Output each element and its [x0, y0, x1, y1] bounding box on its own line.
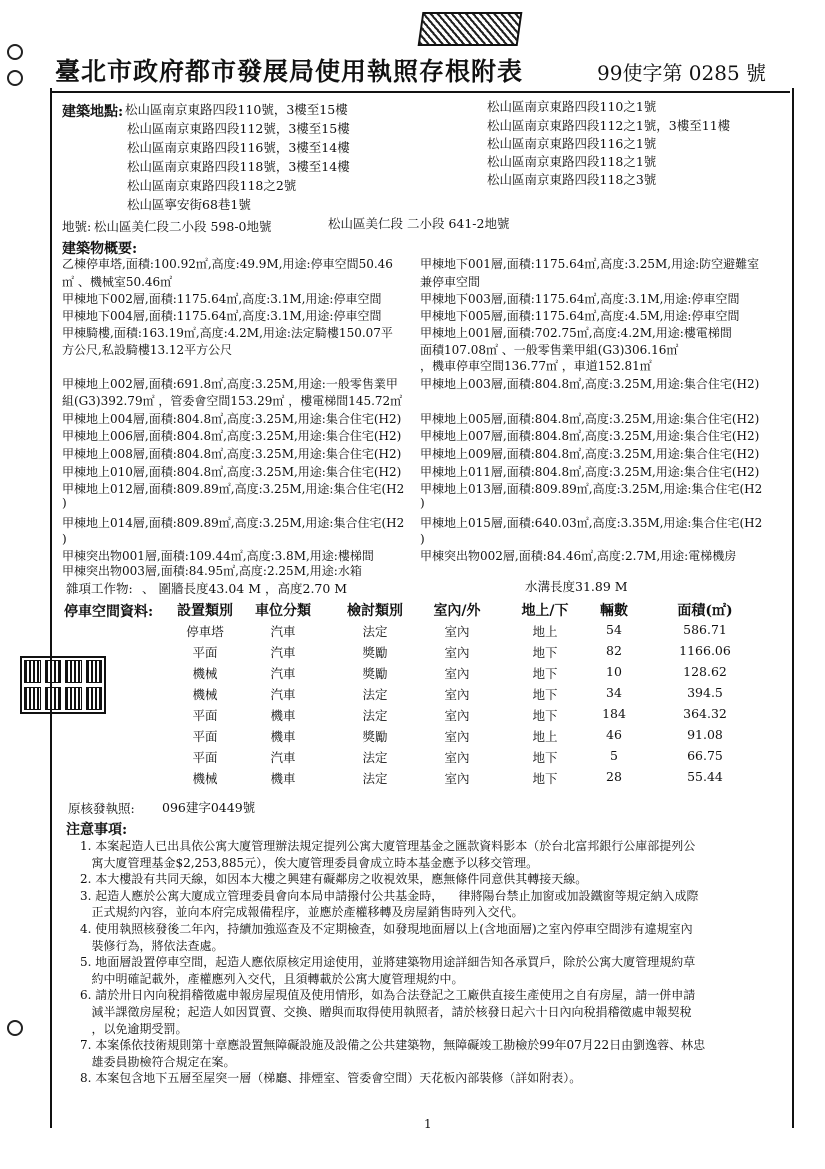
parking-cell: 10: [606, 664, 622, 679]
parking-cell: 法定: [362, 771, 388, 786]
seal-stamp: [20, 656, 106, 714]
overview-line-left: 甲棟地下004層,面積:1175.64㎡,高度:3.1M,用途:停車空間: [62, 309, 382, 323]
parking-cell: 汽車: [270, 645, 296, 660]
parking-cell: 汽車: [270, 750, 296, 765]
parking-cell: 法定: [362, 750, 388, 765]
parking-cell: 室內: [444, 708, 470, 723]
stamp-mark: [418, 12, 523, 46]
parking-cell: 室內: [444, 771, 470, 786]
parking-cell: 汽車: [270, 666, 296, 681]
address-line: 松山區南京東路四段110之1號: [487, 99, 657, 114]
overview-line-right: 甲棟地上011層,面積:804.8㎡,高度:3.25M,用途:集合住宅(H2): [420, 465, 760, 479]
note-line: 1. 本案起造人已出具依公寓大廈管理辦法規定提列公寓大廈管理基金之匯款資料影本（於台北富邦銀行公庫部提列公: [80, 839, 696, 853]
overview-line-left: 甲棟騎樓,面積:163.19㎡,高度:4.2M,用途:法定騎樓150.07平: [62, 326, 393, 340]
overview-label: 建築物概要:: [62, 241, 138, 257]
parking-cell: 平面: [192, 750, 218, 765]
parking-cell: 法定: [362, 624, 388, 639]
address-line: 松山區寧安街68巷1號: [127, 197, 251, 212]
parking-cell: 91.08: [687, 727, 723, 742]
overview-line-left: 甲棟地上010層,面積:804.8㎡,高度:3.25M,用途:集合住宅(H2): [62, 465, 402, 479]
parking-cell: 55.44: [687, 769, 723, 784]
notes-label: 注意事項:: [66, 822, 128, 838]
parking-cell: 室內: [444, 624, 470, 639]
overview-line-right: 甲棟地上005層,面積:804.8㎡,高度:3.25M,用途:集合住宅(H2): [420, 412, 760, 426]
punch-hole: [7, 1020, 23, 1036]
parking-cell: 地下: [532, 645, 558, 660]
parking-cell: 地下: [532, 666, 558, 681]
overview-line-right: 甲棟突出物002層,面積:84.46㎡,高度:2.7M,用途:電梯機房: [420, 549, 737, 563]
punch-hole: [7, 70, 23, 86]
parking-cell: 54: [606, 622, 622, 637]
overview-line-left: 甲棟地上002層,面積:691.8㎡,高度:3.25M,用途:一般零售業甲: [62, 377, 398, 391]
overview-line-left: ): [62, 532, 67, 546]
parking-header-cell: 面積(㎡): [677, 603, 733, 619]
overview-line-right: 甲棟地上007層,面積:804.8㎡,高度:3.25M,用途:集合住宅(H2): [420, 429, 760, 443]
note-line: 約中明確記載外，產權應列入交代，且須轉載於公寓大廈管理規約中。: [80, 971, 464, 986]
overview-line-right: 甲棟地上001層,面積:702.75㎡,高度:4.2M,用途:樓電梯間: [420, 326, 732, 340]
overview-line-right: 甲棟地下005層,面積:1175.64㎡,高度:4.5M,用途:停車空間: [420, 309, 740, 323]
parking-cell: 獎勵: [362, 729, 388, 744]
lot-number-left: 松山區美仁段二小段 598-0地號: [94, 219, 272, 234]
parking-header-cell: 車位分類: [255, 603, 311, 619]
parking-cell: 地上: [532, 624, 558, 639]
document-number: 99使字第 0285 號: [597, 61, 767, 85]
parking-cell: 394.5: [687, 685, 723, 700]
overview-line-left: ㎡ 、機械室50.46㎡: [62, 275, 173, 289]
parking-cell: 184: [602, 706, 626, 721]
address-line: 松山區南京東路四段118之1號: [487, 154, 657, 169]
parking-cell: 28: [606, 769, 622, 784]
ditch-spec: 水溝長度31.89 M: [525, 579, 628, 594]
parking-cell: 1166.06: [679, 643, 731, 658]
address-line: 松山區南京東路四段118號，3樓至14樓: [127, 159, 350, 174]
parking-cell: 平面: [192, 708, 218, 723]
note-line: ，以免逾期受罰。: [80, 1021, 188, 1036]
note-line: 5. 地面層設置停車空間，起造人應依原核定用途使用，並將建築物用途詳細告知各承買戶，除於公寓大廈管理規約草: [80, 955, 696, 970]
parking-cell: 機械: [192, 666, 218, 681]
parking-cell: 128.62: [683, 664, 727, 679]
overview-line-right: 甲棟地下003層,面積:1175.64㎡,高度:3.1M,用途:停車空間: [420, 292, 740, 306]
misc-works-label: 雜項工作物:: [66, 581, 133, 596]
parking-cell: 平面: [192, 645, 218, 660]
address-line: 松山區南京東路四段110號，3樓至15樓: [125, 102, 348, 117]
overview-line-left: 甲棟地上008層,面積:804.8㎡,高度:3.25M,用途:集合住宅(H2): [62, 447, 402, 461]
parking-cell: 室內: [444, 687, 470, 702]
parking-header-cell: 地上/下: [521, 603, 569, 619]
parking-cell: 5: [610, 748, 618, 763]
note-line: 8. 本案包含地下五層至屋突一層（梯廳、排煙室、管委會空間）天花板內部裝修（詳如附表）。: [80, 1071, 582, 1086]
overview-line-left: 甲棟突出物001層,面積:109.44㎡,高度:3.8M,用途:樓梯間: [62, 549, 374, 563]
parking-header-cell: 設置類別: [177, 603, 233, 619]
parking-header-cell: 檢討類別: [347, 603, 403, 619]
parking-cell: 機車: [270, 708, 296, 723]
overview-line-right: 甲棟地上009層,面積:804.8㎡,高度:3.25M,用途:集合住宅(H2): [420, 447, 760, 461]
parking-cell: 46: [606, 727, 622, 742]
lot-number-right: 松山區美仁段 二小段 641-2地號: [328, 216, 510, 231]
address-label: 建築地點:: [62, 104, 124, 120]
parking-cell: 停車塔: [186, 624, 224, 639]
note-line: 寓大廈管理基金$2,253,885元），俟大廈管理委員會成立時本基金應予以移交管理。: [80, 855, 539, 870]
overview-line-right: 甲棟地下001層,面積:1175.64㎡,高度:3.25M,用途:防空避難室: [420, 257, 760, 271]
note-line: 雄委員勘檢符合規定在案。: [80, 1054, 236, 1069]
address-line: 松山區南京東路四段118之2號: [127, 178, 297, 193]
address-line: 松山區南京東路四段112號，3樓至15樓: [127, 121, 350, 136]
wall-spec: 、 圍牆長度43.04 M ，高度2.70 M: [142, 581, 348, 596]
overview-line-left: 甲棟地上004層,面積:804.8㎡,高度:3.25M,用途:集合住宅(H2): [62, 412, 402, 426]
note-line: 7. 本案係依技術規則第十章應設置無障礙設施及設備之公共建築物，無障礙竣工勘檢於99年07月22日由劉逸蓉、林忠: [80, 1038, 706, 1053]
parking-cell: 機械: [192, 687, 218, 702]
original-license-value: 096建字0449號: [162, 800, 256, 815]
overview-line-left: 甲棟地下002層,面積:1175.64㎡,高度:3.1M,用途:停車空間: [62, 292, 382, 306]
overview-line-right: ): [420, 532, 425, 546]
parking-label: 停車空間資料:: [64, 604, 154, 620]
parking-cell: 地下: [532, 771, 558, 786]
note-line: 6. 請於卅日內向稅捐稽徵處申報房屋現值及使用情形，如為合法登記之工廠供直接生產使用之自有房屋，請一併申請: [80, 988, 696, 1003]
overview-line-right: ，機車停車空間136.77㎡ ，車道152.81㎡: [420, 359, 652, 373]
parking-cell: 364.32: [683, 706, 727, 721]
parking-cell: 室內: [444, 666, 470, 681]
overview-line-right: 兼停車空間: [420, 275, 481, 289]
parking-cell: 室內: [444, 729, 470, 744]
parking-cell: 室內: [444, 645, 470, 660]
parking-cell: 法定: [362, 687, 388, 702]
parking-cell: 機車: [270, 771, 296, 786]
parking-cell: 獎勵: [362, 666, 388, 681]
punch-hole: [7, 44, 23, 60]
note-line: 2. 本大樓設有共同天線，如因本大樓之興建有礙鄰房之收視效果，應無條件同意供其轉接天線。: [80, 872, 588, 887]
note-line: 正式規約內容，並向本府完成報備程序，並應於產權移轉及房屋銷售時列入交代。: [80, 905, 524, 920]
overview-line-right: 甲棟地上003層,面積:804.8㎡,高度:3.25M,用途:集合住宅(H2): [420, 377, 760, 391]
address-line: 松山區南京東路四段116之1號: [487, 136, 657, 151]
overview-line-right: 甲棟地上015層,面積:640.03㎡,高度:3.35M,用途:集合住宅(H2: [420, 516, 763, 530]
page-number: 1: [424, 1117, 432, 1131]
overview-line-right: 甲棟地上013層,面積:809.89㎡,高度:3.25M,用途:集合住宅(H2: [420, 482, 763, 496]
overview-line-left: 甲棟地上012層,面積:809.89㎡,高度:3.25M,用途:集合住宅(H2: [62, 482, 405, 496]
parking-cell: 地下: [532, 708, 558, 723]
overview-line-left: ): [62, 496, 67, 510]
lot-label: 地號:: [62, 219, 92, 234]
original-license-label: 原核發執照:: [68, 801, 135, 816]
parking-cell: 機械: [192, 771, 218, 786]
parking-cell: 機車: [270, 729, 296, 744]
parking-cell: 平面: [192, 729, 218, 744]
parking-header-cell: 室內/外: [433, 603, 481, 619]
note-line: 3. 起造人應於公寓大廈成立管理委員會向本局申請撥付公共基金時， 律將陽台禁止加窗或加設鐵窗等規定納入成際: [80, 888, 699, 903]
overview-line-right: ): [420, 496, 425, 510]
overview-line-left: 甲棟地上006層,面積:804.8㎡,高度:3.25M,用途:集合住宅(H2): [62, 429, 402, 443]
parking-cell: 汽車: [270, 624, 296, 639]
address-line: 松山區南京東路四段116號，3樓至14樓: [127, 140, 350, 155]
address-line: 松山區南京東路四段118之3號: [487, 172, 657, 187]
parking-cell: 地下: [532, 750, 558, 765]
parking-cell: 82: [606, 643, 622, 658]
note-line: 4. 使用執照核發後二年內，持續加強巡查及不定期檢查，如發現地面層以上(含地面層)之室內停車空間涉有違規室內: [80, 922, 693, 936]
overview-line-left: 組(G3)392.79㎡ ，管委會空間153.29㎡ ，樓電梯間145.72㎡: [62, 394, 403, 408]
overview-line-right: 面積107.08㎡ 、一般零售業甲組(G3)306.16㎡: [420, 343, 679, 357]
overview-line-left: 甲棟地上014層,面積:809.89㎡,高度:3.25M,用途:集合住宅(H2: [62, 516, 405, 530]
note-line: 減半課徵房屋稅；起造人如因買賣、交換、贈與而取得使用執照者，請於核發日起六十日內向稅捐稽徵處申報契稅: [80, 1005, 692, 1019]
note-line: 裝修行為，將依法查處。: [80, 938, 224, 953]
parking-cell: 地上: [532, 729, 558, 744]
overview-line-left: 方公尺,私設騎樓13.12平方公尺: [62, 343, 233, 357]
parking-cell: 586.71: [683, 622, 727, 637]
overview-line-left: 乙棟停車塔,面積:100.92㎡,高度:49.9M,用途:停車空間50.46: [62, 257, 393, 271]
parking-cell: 汽車: [270, 687, 296, 702]
parking-cell: 獎勵: [362, 645, 388, 660]
parking-cell: 法定: [362, 708, 388, 723]
page-title: 臺北市政府都市發展局使用執照存根附表: [55, 57, 524, 86]
parking-cell: 室內: [444, 750, 470, 765]
parking-cell: 66.75: [687, 748, 723, 763]
overview-line-left: 甲棟突出物003層,面積:84.95㎡,高度:2.25M,用途:水箱: [62, 564, 362, 578]
parking-header-cell: 輛數: [600, 603, 628, 619]
parking-cell: 34: [606, 685, 622, 700]
parking-cell: 地下: [532, 687, 558, 702]
address-line: 松山區南京東路四段112之1號，3樓至11樓: [487, 118, 731, 133]
